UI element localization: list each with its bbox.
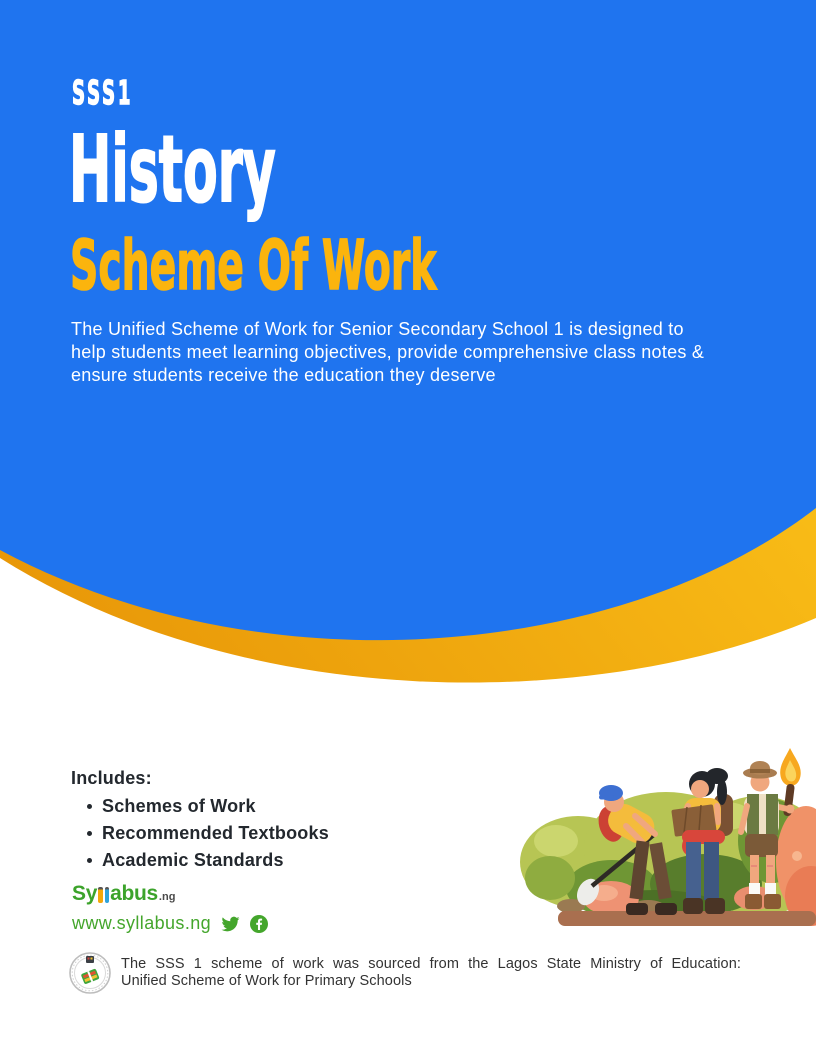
- list-item-label: Schemes of Work: [102, 796, 256, 816]
- lagos-state-ministry-of-education-seal: [69, 952, 111, 994]
- pencil-l-icon: [98, 887, 103, 903]
- logo-tld: .ng: [158, 891, 176, 903]
- bullet-dot-icon: [87, 804, 92, 809]
- source-note: [121, 956, 741, 990]
- explorers-illustration: [516, 746, 816, 932]
- pencil-l-icon: [105, 887, 110, 903]
- list-item-label: Recommended Textbooks: [102, 823, 329, 843]
- list-item-label: Academic Standards: [102, 850, 284, 870]
- class-level-label: SSS1: [72, 73, 134, 112]
- scheme-of-work-title: Scheme Of Work: [70, 226, 437, 306]
- logo-text-start: Sy: [72, 882, 98, 905]
- includes-list: [71, 796, 329, 871]
- twitter-icon[interactable]: [220, 915, 241, 933]
- hero-description-line: help students meet learning objectives, provide comprehensive class notes &: [71, 342, 705, 362]
- hero-description-line: The Unified Scheme of Work for Senior Secondary School 1 is designed to: [71, 319, 684, 339]
- list-item: [71, 850, 329, 871]
- logo-text-end: abus: [110, 882, 158, 905]
- brand-block: [72, 882, 268, 934]
- facebook-icon[interactable]: [250, 915, 268, 933]
- includes-heading: Includes:: [71, 768, 152, 788]
- list-item: [71, 823, 329, 844]
- list-item: [71, 796, 329, 817]
- hero-description: [71, 318, 704, 387]
- hero-description-line: ensure students receive the education they deserve: [71, 365, 496, 385]
- syllabus-logo: [72, 882, 268, 904]
- subject-title: History: [69, 116, 276, 223]
- bullet-dot-icon: [87, 858, 92, 863]
- includes-section: [71, 768, 329, 877]
- website-link[interactable]: www.syllabus.ng: [72, 913, 212, 933]
- source-note-line: The SSS 1 scheme of work was sourced from the Lagos State Ministry of Education:: [121, 956, 741, 972]
- source-note-line: Unified Scheme of Work for Primary Schools: [121, 973, 412, 989]
- bullet-dot-icon: [87, 831, 92, 836]
